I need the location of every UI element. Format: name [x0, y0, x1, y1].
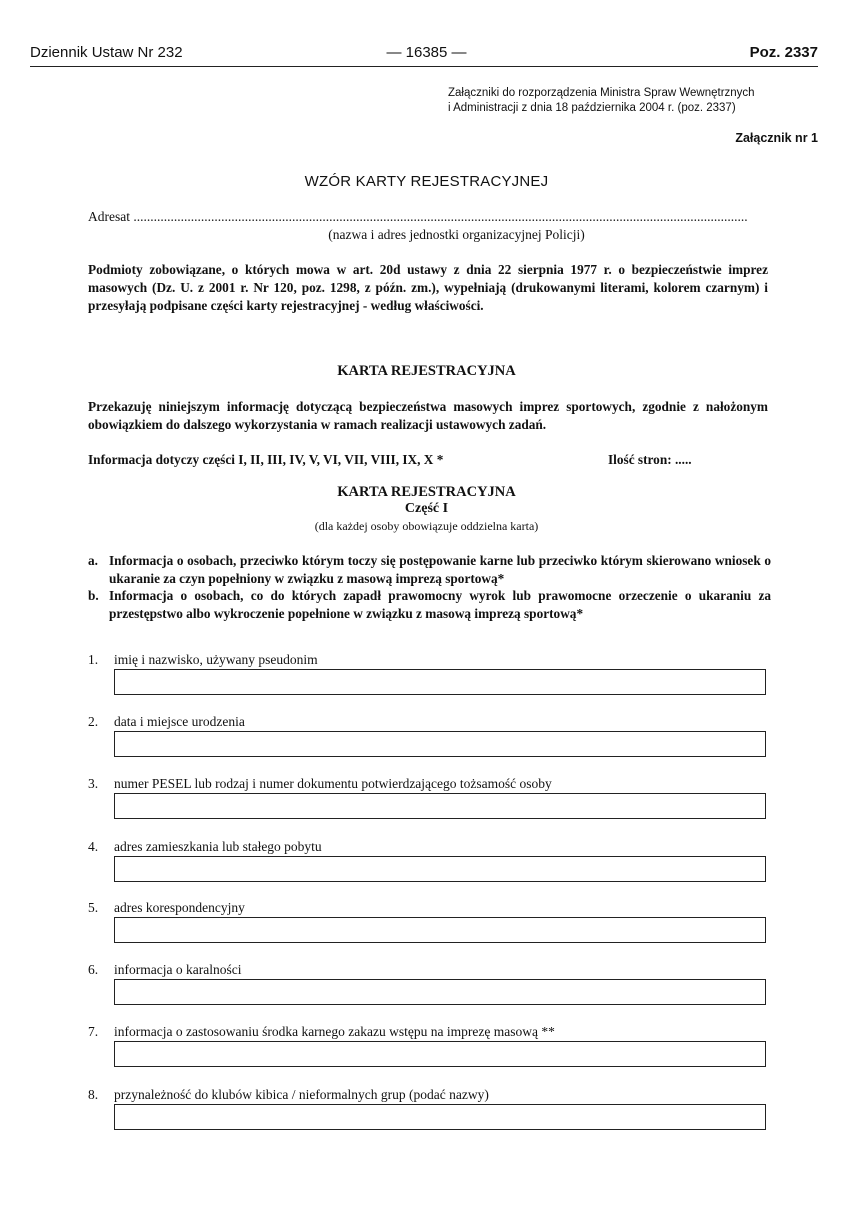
addressee-label: Adresat	[88, 209, 130, 224]
field-number: 3.	[88, 776, 99, 791]
field-number: 7.	[88, 1024, 99, 1039]
field-number: 8.	[88, 1087, 99, 1102]
card-title: KARTA REJESTRACYJNA	[337, 363, 516, 379]
header-rule	[30, 66, 818, 67]
field-label-criminal-record: informacja o karalności	[114, 962, 242, 977]
field-input-name[interactable]	[114, 669, 766, 695]
position-number: Poz. 2337	[749, 44, 818, 61]
part-title: Część I	[404, 501, 449, 516]
field-input-pesel[interactable]	[114, 793, 766, 819]
addressee-hint: (nazwa i adres jednostki organizacyjnej Policji)	[328, 227, 585, 242]
field-label-name: imię i nazwisko, używany pseudonim	[114, 652, 318, 667]
info-item-text: Informacja o osobach, co do których zapadł prawomocny wyrok lub prawomocne orzeczenie o ukaraniu za przestępstwo albo wykroczenie popełnione w związku z masową imprezą sportową*	[109, 588, 771, 621]
part-note: (dla każdej osoby obowiązuje oddzielna karta)	[314, 519, 539, 533]
info-item-b	[88, 587, 771, 622]
field-label-residence: adres zamieszkania lub stałego pobytu	[114, 839, 322, 854]
info-item-a	[88, 552, 771, 587]
annex-label: Załącznik nr 1	[735, 131, 818, 145]
field-input-correspondence[interactable]	[114, 917, 766, 943]
info-item-text: Informacja o osobach, przeciwko którym toczy się postępowanie karne lub przeciwko którym skierowano wniosek o ukaranie za czyn popełniony w związku z masową imprezą sportową*	[109, 553, 771, 586]
addressee-dots: ......................................................................................................................................................................................	[133, 209, 748, 224]
field-number: 6.	[88, 962, 99, 977]
journal-name: Dziennik Ustaw Nr 232	[30, 44, 183, 61]
field-input-criminal-record[interactable]	[114, 979, 766, 1005]
page-number: — 16385 —	[386, 44, 467, 61]
annex-note-line-2: i Administracji z dnia 18 października 2004 r. (poz. 2337)	[448, 102, 736, 114]
parts-line: Informacja dotyczy części I, II, III, IV, V, VI, VII, VIII, IX, X *	[88, 452, 444, 467]
part-card-title: KARTA REJESTRACYJNA	[337, 484, 516, 500]
field-input-fan-clubs[interactable]	[114, 1104, 766, 1130]
field-label-birth: data i miejsce urodzenia	[114, 714, 245, 729]
field-number: 4.	[88, 839, 99, 854]
field-input-residence[interactable]	[114, 856, 766, 882]
field-input-ban[interactable]	[114, 1041, 766, 1067]
annex-note	[448, 86, 818, 116]
addressee-line	[88, 209, 768, 225]
info-item-letter: a.	[88, 553, 98, 568]
field-input-birth[interactable]	[114, 731, 766, 757]
field-number: 1.	[88, 652, 99, 667]
info-item-letter: b.	[88, 588, 99, 603]
field-number: 2.	[88, 714, 99, 729]
field-number: 5.	[88, 900, 99, 915]
pages-count: Ilość stron: .....	[608, 452, 692, 467]
field-label-correspondence: adres korespondencyjny	[114, 900, 245, 915]
transfer-paragraph: Przekazuję niniejszym informację dotyczącą bezpieczeństwa masowych imprez sportowych, zgodnie z nałożonym obowiązkiem do dalszego wykorzystania w ramach realizacji ustawowych zadań.	[88, 399, 768, 432]
field-label-ban: informacja o zastosowaniu środka karnego zakazu wstępu na imprezę masową **	[114, 1024, 555, 1039]
info-items-list	[88, 552, 771, 622]
field-label-pesel: numer PESEL lub rodzaj i numer dokumentu potwierdzającego tożsamość osoby	[114, 776, 552, 791]
template-title: WZÓR KARTY REJESTRACYJNEJ	[304, 173, 549, 190]
obligated-paragraph: Podmioty zobowiązane, o których mowa w art. 20d ustawy z dnia 22 sierpnia 1977 r. o bezpieczeństwie imprez masowych (Dz. U. z 2001 r. Nr 120, poz. 1298, z późn. zm.), wypełniają (drukowanymi literami, kolorem czarnym) i przesyłają podpisane części karty rejestracyjnej - według właściwości.	[88, 262, 768, 313]
field-label-fan-clubs: przynależność do klubów kibica / nieformalnych grup (podać nazwy)	[114, 1087, 489, 1102]
annex-note-line-1: Załączniki do rozporządzenia Ministra Spraw Wewnętrznych	[448, 87, 755, 99]
